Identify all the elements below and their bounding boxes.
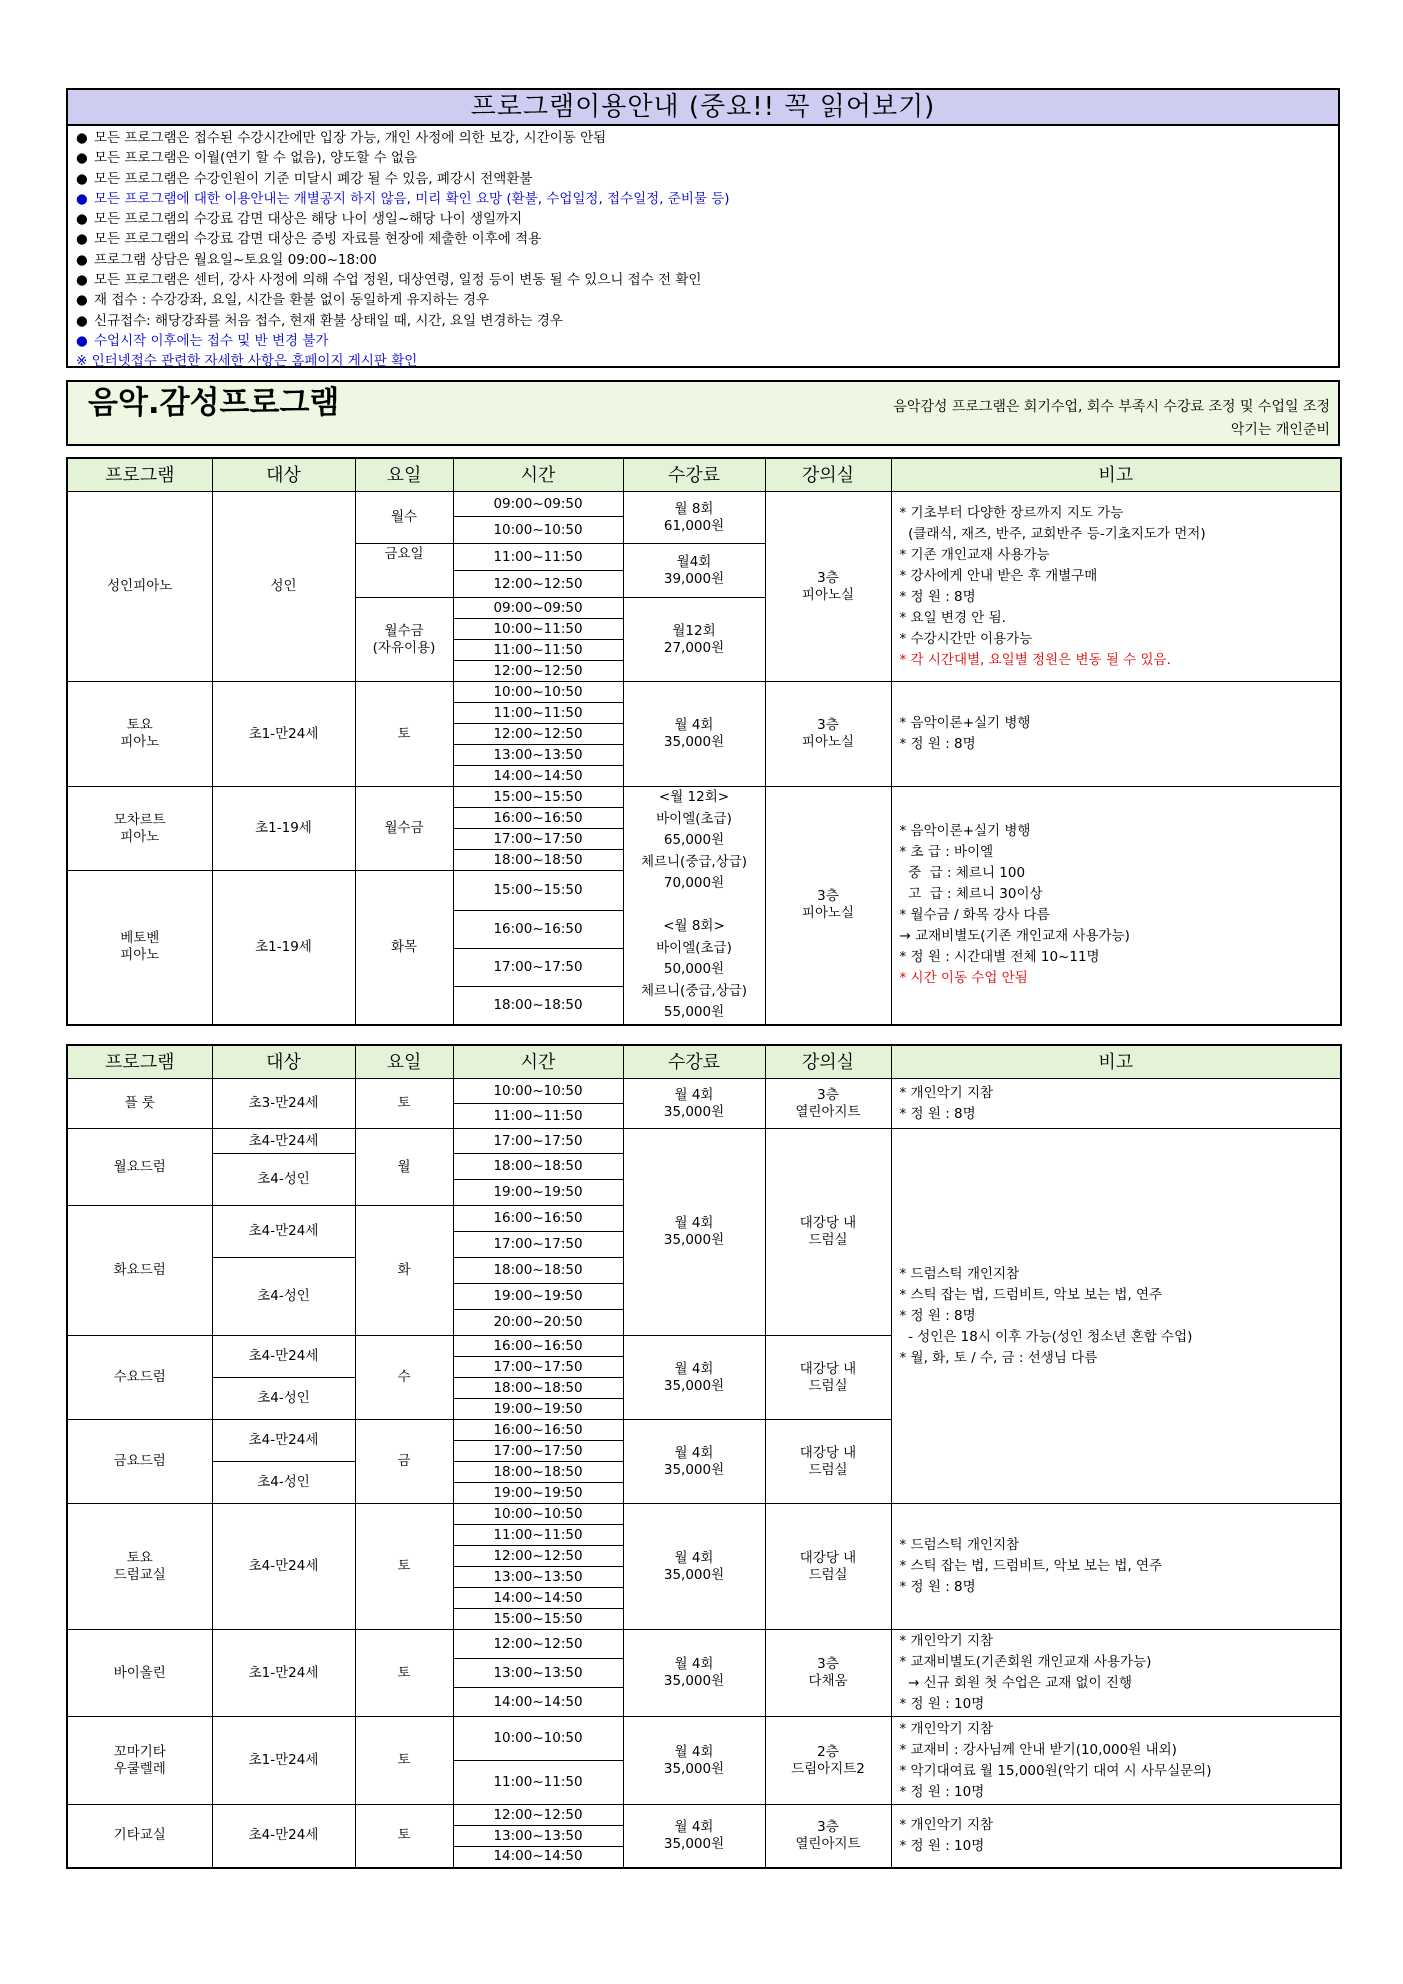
time-slot: 09:00~09:50	[453, 598, 623, 619]
section-note: 음악감성 프로그램은 회기수업, 회수 부족시 수강료 조정 및 수업일 조정	[893, 399, 1330, 415]
program-day: 토	[355, 1630, 453, 1717]
time-slot: 18:00~18:50	[453, 1154, 623, 1180]
table-row	[67, 787, 1341, 808]
program-target: 초4-만24세	[212, 1129, 355, 1154]
notice-item: ● 신규접수: 해당강좌를 처음 접수, 현재 환불 상태일 때, 시간, 요일 변경하는 경우	[76, 312, 563, 329]
table-row	[67, 492, 1341, 517]
time-slot: 15:00~15:50	[453, 787, 623, 808]
header-program: 프로그램	[67, 458, 212, 492]
time-slot: 17:00~17:50	[453, 1232, 623, 1258]
program-name: 꼬마기타 우쿨렐레	[67, 1717, 212, 1805]
header-note: 비고	[891, 458, 1341, 492]
program-fee: 월12회 27,000원	[623, 598, 765, 682]
table-row	[67, 1504, 1341, 1525]
time-slot: 13:00~13:50	[453, 1567, 623, 1588]
program-target: 초1-만24세	[212, 682, 355, 787]
notice-item: ● 프로그램 상담은 월요일~토요일 09:00~18:00	[76, 251, 377, 268]
time-slot: 11:00~11:50	[453, 640, 623, 661]
time-slot: 11:00~11:50	[453, 1525, 623, 1546]
time-slot: 14:00~14:50	[453, 1847, 623, 1868]
program-target: 초3-만24세	[212, 1079, 355, 1129]
time-slot: 17:00~17:50	[453, 949, 623, 987]
program-notes: * 음악이론+실기 병행 * 정 원 : 8명	[891, 682, 1341, 787]
time-slot: 10:00~10:50	[453, 1079, 623, 1104]
program-fee: 월 4회 35,000원	[623, 682, 765, 787]
section-note: 악기는 개인준비	[1230, 422, 1330, 438]
program-day: 수	[355, 1336, 453, 1420]
program-room: 3층 열린아지트	[765, 1805, 891, 1868]
program-day: 토	[355, 682, 453, 787]
time-slot: 19:00~19:50	[453, 1284, 623, 1310]
time-slot: 18:00~18:50	[453, 1462, 623, 1483]
program-fee: 월 4회 35,000원	[623, 1630, 765, 1717]
program-target: 초4-만24세	[212, 1336, 355, 1378]
program-name: 바이올린	[67, 1630, 212, 1717]
program-notes: * 개인악기 지참 * 교재비 : 강사님께 안내 받기(10,000원 내외) * 악기대여료 월 15,000원(악기 대여 시 사무실문의) * 정 원 : 10명	[891, 1717, 1341, 1805]
time-slot: 10:00~10:50	[453, 1504, 623, 1525]
time-slot: 17:00~17:50	[453, 1441, 623, 1462]
time-slot: 12:00~12:50	[453, 1805, 623, 1826]
notice-box	[66, 88, 1340, 368]
program-day: 월수	[355, 492, 453, 544]
time-slot: 11:00~11:50	[453, 1104, 623, 1129]
header-day: 요일	[355, 1045, 453, 1079]
header-target: 대상	[212, 458, 355, 492]
program-target: 초1-만24세	[212, 1717, 355, 1805]
notice-item: ● 모든 프로그램은 접수된 수강시간에만 입장 가능, 개인 사정에 의한 보강, 시간이동 안됨	[76, 130, 607, 146]
program-target: 초4-만24세	[212, 1206, 355, 1258]
program-notes: * 음악이론+실기 병행 * 초 급 : 바이엘 중 급 : 체르니 100 고 급 : 체르니 30이상 * 월수금 / 화목 강사 다름 → 교재비별도(기존 개인교재 사용가능) * 정 원 : 시간대별 전체 10~11명 * 시간 이동 수업 안됨	[891, 787, 1341, 1025]
time-slot: 11:00~11:50	[453, 703, 623, 724]
header-room: 강의실	[765, 1045, 891, 1079]
program-room: 대강당 내 드럼실	[765, 1336, 891, 1420]
program-fee: 월 4회 35,000원	[623, 1805, 765, 1868]
program-room: 3층 피아노실	[765, 492, 891, 682]
program-fee: 월 4회 35,000원	[623, 1079, 765, 1129]
program-target: 초4-성인	[212, 1378, 355, 1420]
program-name: 플 룻	[67, 1079, 212, 1129]
time-slot: 17:00~17:50	[453, 1357, 623, 1378]
program-target: 초4-만24세	[212, 1805, 355, 1868]
program-notes: * 개인악기 지참 * 교재비별도(기존회원 개인교재 사용가능) → 신규 회원 첫 수업은 교재 없이 진행 * 정 원 : 10명	[891, 1630, 1341, 1717]
time-slot: 17:00~17:50	[453, 829, 623, 850]
program-name: 월요드럼	[67, 1129, 212, 1206]
time-slot: 15:00~15:50	[453, 871, 623, 911]
program-name: 모차르트 피아노	[67, 787, 212, 871]
time-slot: 12:00~12:50	[453, 724, 623, 745]
program-target: 초1-19세	[212, 787, 355, 871]
program-day: 토	[355, 1717, 453, 1805]
program-day: 월수금 (자유이용)	[355, 598, 453, 682]
notice-item-internet: ※ 인터넷접수 관련한 자세한 사항은 홈페이지 게시판 확인	[76, 353, 418, 370]
program-name: 성인피아노	[67, 492, 212, 682]
notice-item: ● 모든 프로그램에 대한 이용안내는 개별공지 하지 않음, 미리 확인 요망 (환불, 수업일정, 접수일정, 준비물 등)	[76, 190, 730, 207]
piano-table	[66, 457, 1342, 1026]
section-title: 음악.감성프로그램	[88, 385, 340, 421]
program-day: 금	[355, 1420, 453, 1504]
program-notes: * 개인악기 지참 * 정 원 : 8명	[891, 1079, 1341, 1129]
program-target: 초1-만24세	[212, 1630, 355, 1717]
section-header	[66, 380, 1340, 446]
time-slot: 09:00~09:50	[453, 492, 623, 517]
program-notes: * 드럼스틱 개인지참 * 스틱 잡는 법, 드럼비트, 악보 보는 법, 연주 * 정 원 : 8명 - 성인은 18시 이후 가능(성인 청소년 혼합 수업) * 월, 화, 토 / 수, 금 : 선생님 다름	[891, 1129, 1341, 1504]
program-room: 대강당 내 드럼실	[765, 1129, 891, 1336]
program-day: 월	[355, 1129, 453, 1206]
table-header-row	[67, 458, 1341, 492]
time-slot: 14:00~14:50	[453, 1688, 623, 1717]
time-slot: 18:00~18:50	[453, 987, 623, 1025]
table-row	[67, 1079, 1341, 1104]
program-target: 초4-성인	[212, 1258, 355, 1336]
program-target: 초4-성인	[212, 1462, 355, 1504]
time-slot: 18:00~18:50	[453, 850, 623, 871]
program-day: 토	[355, 1504, 453, 1630]
time-slot: 16:00~16:50	[453, 808, 623, 829]
program-fee: <월 12회> 바이엘(초급) 65,000원 체르니(중급,상급) 70,000원 <월 8회> 바이엘(초급) 50,000원 체르니(중급,상급) 55,000원	[623, 787, 765, 1025]
program-name: 화요드럼	[67, 1206, 212, 1336]
notice-item: ● 수업시작 이후에는 접수 및 반 변경 불가	[76, 332, 329, 349]
time-slot: 11:00~11:50	[453, 544, 623, 571]
time-slot: 12:00~12:50	[453, 1630, 623, 1659]
table-row	[67, 1805, 1341, 1826]
table-row	[67, 1630, 1341, 1659]
time-slot: 16:00~16:50	[453, 911, 623, 949]
time-slot: 13:00~13:50	[453, 1826, 623, 1847]
time-slot: 20:00~20:50	[453, 1310, 623, 1336]
program-fee: 월 4회 35,000원	[623, 1504, 765, 1630]
program-notes: * 개인악기 지참 * 정 원 : 10명	[891, 1805, 1341, 1868]
program-name: 금요드럼	[67, 1420, 212, 1504]
program-name: 베토벤 피아노	[67, 871, 212, 1025]
program-target: 초4-만24세	[212, 1420, 355, 1462]
program-fee: 월 4회 35,000원	[623, 1336, 765, 1420]
notice-item: ● 모든 프로그램은 수강인원이 기준 미달시 폐강 될 수 있음, 폐강시 전액환불	[76, 170, 533, 187]
header-day: 요일	[355, 458, 453, 492]
time-slot: 12:00~12:50	[453, 571, 623, 598]
program-name: 수요드럼	[67, 1336, 212, 1420]
time-slot: 10:00~11:50	[453, 619, 623, 640]
header-room: 강의실	[765, 458, 891, 492]
time-slot: 10:00~10:50	[453, 1717, 623, 1761]
time-slot: 16:00~16:50	[453, 1206, 623, 1232]
time-slot: 19:00~19:50	[453, 1483, 623, 1504]
header-target: 대상	[212, 1045, 355, 1079]
table-header-row	[67, 1045, 1341, 1079]
time-slot: 19:00~19:50	[453, 1180, 623, 1206]
program-day: 화	[355, 1206, 453, 1336]
time-slot: 12:00~12:50	[453, 661, 623, 682]
program-target: 초1-19세	[212, 871, 355, 1025]
notice-item: ● 모든 프로그램은 센터, 강사 사정에 의해 수업 정원, 대상연령, 일정 등이 변동 될 수 있으니 접수 전 확인	[76, 272, 702, 289]
time-slot: 13:00~13:50	[453, 745, 623, 766]
program-notes: * 기초부터 다양한 장르까지 지도 가능 (클래식, 재즈, 반주, 교회반주 등-기초지도가 먼저) * 기존 개인교재 사용가능 * 강사에게 안내 받은 후 개별구매 * 정 원 : 8명 * 요일 변경 안 됨. * 수강시간만 이용가능 * 각 시간대별, 요일별 정원은 변동 될 수 있음.	[891, 492, 1341, 682]
notice-list	[68, 128, 1338, 372]
program-room: 3층 다채움	[765, 1630, 891, 1717]
program-target: 초4-만24세	[212, 1504, 355, 1630]
program-name: 기타교실	[67, 1805, 212, 1868]
header-fee: 수강료	[623, 1045, 765, 1079]
program-day: 금요일	[355, 544, 453, 598]
notice-item: ● 모든 프로그램의 수강료 감면 대상은 해당 나이 생일~해당 나이 생일까지	[76, 211, 523, 228]
header-time: 시간	[453, 458, 623, 492]
notice-item: ● 재 접수 : 수강강좌, 요일, 시간을 환불 없이 동일하게 유지하는 경우	[76, 292, 490, 309]
time-slot: 16:00~16:50	[453, 1420, 623, 1441]
program-name: 토요 드럼교실	[67, 1504, 212, 1630]
header-fee: 수강료	[623, 458, 765, 492]
program-fee: 월4회 39,000원	[623, 544, 765, 598]
program-name: 토요 피아노	[67, 682, 212, 787]
time-slot: 11:00~11:50	[453, 1761, 623, 1805]
program-target: 성인	[212, 492, 355, 682]
notice-item: ● 모든 프로그램의 수강료 감면 대상은 증빙 자료를 현장에 제출한 이후에 적용	[76, 231, 542, 248]
program-room: 3층 피아노실	[765, 682, 891, 787]
program-day: 토	[355, 1805, 453, 1868]
time-slot: 16:00~16:50	[453, 1336, 623, 1357]
time-slot: 10:00~10:50	[453, 517, 623, 544]
time-slot: 18:00~18:50	[453, 1378, 623, 1399]
time-slot: 14:00~14:50	[453, 1588, 623, 1609]
table-row	[67, 1717, 1341, 1761]
program-fee: 월 4회 35,000원	[623, 1129, 765, 1336]
program-day: 월수금	[355, 787, 453, 871]
program-fee: 월 4회 35,000원	[623, 1420, 765, 1504]
program-room: 3층 열린아지트	[765, 1079, 891, 1129]
time-slot: 10:00~10:50	[453, 682, 623, 703]
instrument-table	[66, 1044, 1342, 1869]
time-slot: 14:00~14:50	[453, 766, 623, 787]
program-day: 화목	[355, 871, 453, 1025]
table-row	[67, 1129, 1341, 1154]
header-program: 프로그램	[67, 1045, 212, 1079]
time-slot: 12:00~12:50	[453, 1546, 623, 1567]
program-fee: 월 4회 35,000원	[623, 1717, 765, 1805]
time-slot: 18:00~18:50	[453, 1258, 623, 1284]
program-fee: 월 8회 61,000원	[623, 492, 765, 544]
program-room: 대강당 내 드럼실	[765, 1420, 891, 1504]
time-slot: 17:00~17:50	[453, 1129, 623, 1154]
program-target: 초4-성인	[212, 1154, 355, 1206]
program-room: 2층 드림아지트2	[765, 1717, 891, 1805]
program-notes: * 드럼스틱 개인지참 * 스틱 잡는 법, 드럼비트, 악보 보는 법, 연주 * 정 원 : 8명	[891, 1504, 1341, 1630]
table-row	[67, 682, 1341, 703]
notice-item: ● 모든 프로그램은 이월(연기 할 수 없음), 양도할 수 없음	[76, 150, 418, 167]
header-time: 시간	[453, 1045, 623, 1079]
program-room: 대강당 내 드럼실	[765, 1504, 891, 1630]
header-note: 비고	[891, 1045, 1341, 1079]
time-slot: 19:00~19:50	[453, 1399, 623, 1420]
program-room: 3층 피아노실	[765, 787, 891, 1025]
time-slot: 15:00~15:50	[453, 1609, 623, 1630]
program-day: 토	[355, 1079, 453, 1129]
time-slot: 13:00~13:50	[453, 1659, 623, 1688]
notice-title: 프로그램이용안내 (중요!! 꼭 읽어보기)	[68, 90, 1338, 126]
